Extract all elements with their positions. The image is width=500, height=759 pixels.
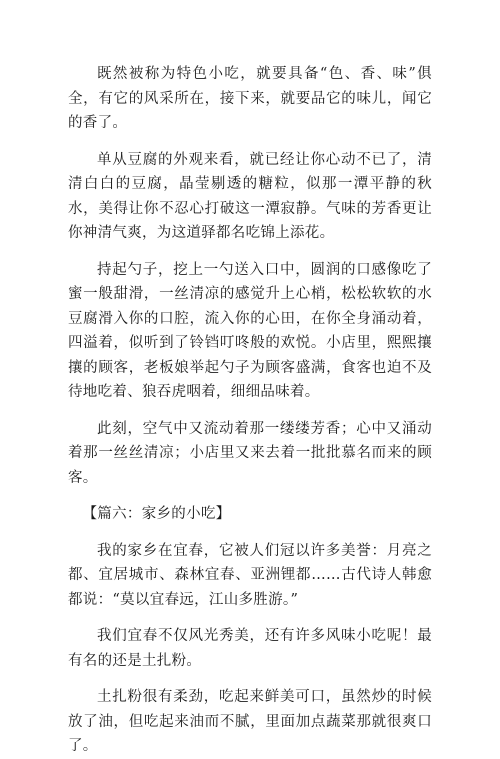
paragraph-tuzhafen: 土扎粉很有柔劲，吃起来鲜美可口，虽然炒的时候放了油，但吃起来油而不腻，里面加点蔬菜那就很爽口了。 (68, 689, 432, 754)
section-heading: 【篇六：家乡的小吃】 (82, 506, 231, 522)
paragraph-moment: 此刻，空气中又流动着那一缕缕芳香；心中又涌动着那一丝丝清凉；小店里又来去着一批批慕名而来的顾客。 (68, 420, 432, 486)
paragraph-intro-taste: 既然被称为特色小吃，就要具备“色、香、味”俱全，有它的风采所在，接下来，就要品它的味儿，闻它的香了。 (68, 66, 432, 131)
paragraph-snacks: 我们宜春不仅风光秀美，还有许多风味小吃呢！最有名的还是土扎粉。 (68, 628, 432, 669)
paragraph-tasting: 持起勺子，挖上一勺送入口中，圆润的口感像吃了蜜一般甜滑，一丝清凉的感觉升上心梢，松松软软的水豆腐滑入你的口腔，流入你的心田，在你全身涌动着，四溢着，似听到了铃铛叮咚般的欢悦。小店里，熙熙攘攘的顾客，老板娘举起勺子为顾客盛满，食客也迫不及待地吃着、狼吞虎咽着，细细品味着。 (68, 261, 432, 400)
paragraph-hometown: 我的家乡在宜春，它被人们冠以许多美誉：月亮之都、宜居城市、森林宜春、亚洲锂都……古代诗人韩愈都说：“莫以宜春远，江山多胜游。” (68, 542, 432, 608)
paragraph-tofu-appearance: 单从豆腐的外观来看，就已经让你心动不已了，清清白白的豆腐，晶莹剔透的糖粒，似那一潭平静的秋水，美得让你不忍心打破这一潭寂静。气味的芳香更让你神清气爽，为这道驿都名吃锦上添花。 (68, 151, 432, 241)
